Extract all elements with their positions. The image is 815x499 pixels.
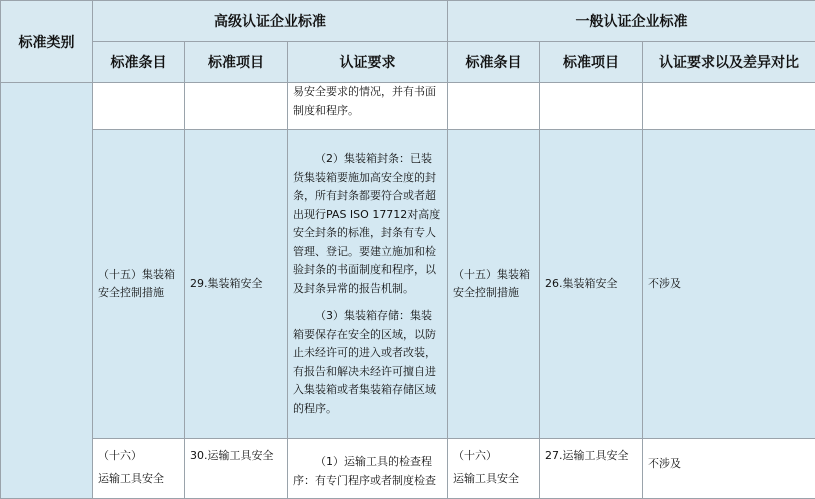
item-title: 运输工具安全 bbox=[453, 470, 534, 489]
gen-project-column-header: 标准项目 bbox=[540, 42, 643, 83]
adv-requirement-column-header: 认证要求 bbox=[288, 42, 448, 83]
adv-requirement-cell bbox=[288, 83, 448, 130]
adv-project-column-header: 标准项目 bbox=[185, 42, 288, 83]
adv-project-cell: 30.运输工具安全 bbox=[185, 439, 288, 499]
category-header: 标准类别 bbox=[1, 1, 93, 83]
gen-requirement-cell: 不涉及 bbox=[643, 130, 815, 439]
adv-project-cell: 29.集装箱安全 bbox=[185, 130, 288, 439]
table-row bbox=[1, 130, 815, 439]
gen-requirement-cell: 不涉及 bbox=[643, 439, 815, 499]
gen-item-cell: （十五）集装箱安全控制措施 bbox=[448, 130, 540, 439]
gen-project-cell: 27.运输工具安全 bbox=[540, 439, 643, 499]
table-row bbox=[1, 439, 815, 499]
item-number: （十六） bbox=[98, 447, 179, 466]
table-row bbox=[1, 83, 815, 130]
gen-requirement-column-header: 认证要求以及差异对比 bbox=[643, 42, 815, 83]
adv-item-cell: （十五）集装箱安全控制措施 bbox=[93, 130, 185, 439]
gen-item-column-header: 标准条目 bbox=[448, 42, 540, 83]
requirement-paragraph: （2）集装箱封条：已装货集装箱要施加高安全度的封条，所有封条都要符合或者超出现行PAS ISO 17712对高度安全封条的标准，封条有专人管理、登记。要建立施加和检验封条的书面制度和程序，以及封条异常的报告机制。 bbox=[293, 150, 442, 298]
gen-item-cell bbox=[448, 439, 540, 499]
advanced-standard-header: 高级认证企业标准 bbox=[93, 1, 448, 42]
item-number: （十六） bbox=[453, 447, 534, 466]
adv-requirement-cell bbox=[288, 439, 448, 499]
general-standard-header: 一般认证企业标准 bbox=[448, 1, 815, 42]
requirement-text: 易安全要求的情况，并有书面制度和程序。 bbox=[293, 83, 441, 120]
adv-item-cell bbox=[93, 439, 185, 499]
category-cell bbox=[1, 83, 93, 499]
gen-project-cell: 26.集装箱安全 bbox=[540, 130, 643, 439]
adv-item-cell bbox=[93, 83, 185, 130]
item-title: 运输工具安全 bbox=[98, 470, 179, 489]
gen-item-cell bbox=[448, 83, 540, 130]
adv-requirement-cell bbox=[288, 130, 448, 439]
gen-requirement-cell bbox=[643, 83, 815, 130]
requirement-paragraph: （3）集装箱存储：集装箱要保存在安全的区域，以防止未经许可的进入或者改装，有报告和解决未经许可擅自进入集装箱或者集装箱存储区域的程序。 bbox=[293, 307, 442, 418]
requirement-paragraph: （1）运输工具的检查程序：有专门程序或者制度检查 bbox=[293, 453, 442, 490]
adv-item-column-header: 标准条目 bbox=[93, 42, 185, 83]
gen-project-cell bbox=[540, 83, 643, 130]
adv-project-cell bbox=[185, 83, 288, 130]
